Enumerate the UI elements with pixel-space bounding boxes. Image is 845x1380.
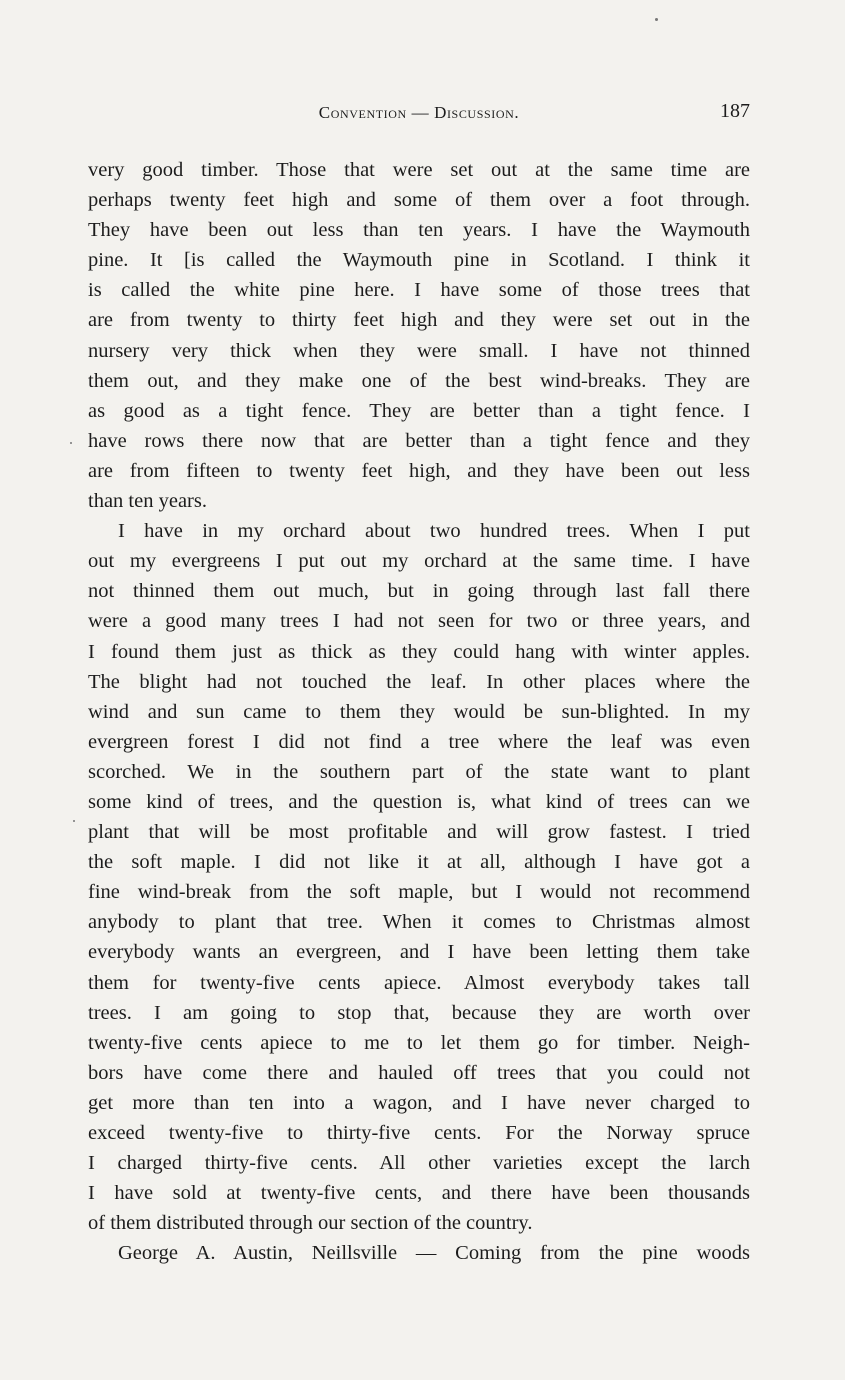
text-line: are from fifteen to twenty feet high, and they have been out less xyxy=(88,459,750,482)
text-line: them for twenty-five cents apiece. Almost everybody takes tall xyxy=(88,971,750,994)
text-line: I have in my orchard about two hundred trees. When I put xyxy=(118,520,750,543)
text-line: scorched. We in the southern part of the state want to plant xyxy=(88,760,750,783)
text-line: have rows there now that are better than a tight fence and they xyxy=(88,429,750,452)
text-line: I found them just as thick as they could hang with winter apples. xyxy=(88,640,750,663)
text-line: were a good many trees I had not seen for two or three years, and xyxy=(88,610,750,633)
text-line: is called the white pine here. I have some of those trees that xyxy=(88,279,750,302)
text-line: pine. It [is called the Waymouth pine in Scotland. I think it xyxy=(88,249,750,272)
text-line: some kind of trees, and the question is, what kind of trees can we xyxy=(88,790,750,813)
text-line: bors have come there and hauled off trees that you could not xyxy=(88,1061,750,1084)
text-line: wind and sun came to them they would be sun-blighted. In my xyxy=(88,700,750,723)
text-line: The blight had not touched the leaf. In other places where the xyxy=(88,670,750,693)
text-line: them out, and they make one of the best wind-breaks. They are xyxy=(88,369,750,392)
text-line: They have been out less than ten years. I have the Waymouth xyxy=(88,219,750,242)
text-line: perhaps twenty feet high and some of them over a foot through. xyxy=(88,189,750,212)
body-text xyxy=(88,155,750,1268)
text-line: everybody wants an evergreen, and I have been letting them take xyxy=(88,941,750,964)
text-line: as good as a tight fence. They are better than a tight fence. I xyxy=(88,399,750,422)
scan-speck xyxy=(70,442,72,444)
scan-speck xyxy=(655,18,658,21)
page-header xyxy=(88,100,750,130)
text-line: I have sold at twenty-five cents, and there have been thousands xyxy=(88,1182,750,1205)
text-line: George A. Austin, Neillsville — Coming from the pine woods xyxy=(118,1242,750,1265)
text-line: trees. I am going to stop that, because they are worth over xyxy=(88,1001,750,1024)
text-line: exceed twenty-five to thirty-five cents. For the Norway spruce xyxy=(88,1122,750,1144)
text-line: than ten years. xyxy=(88,490,207,513)
text-line: I charged thirty-five cents. All other varieties except the larch xyxy=(88,1152,750,1175)
text-line: the soft maple. I did not like it at all, although I have got a xyxy=(88,851,750,874)
paragraph xyxy=(88,1238,750,1268)
text-line: are from twenty to thirty feet high and they were set out in the xyxy=(88,309,750,332)
text-line: anybody to plant that tree. When it comes to Christmas almost xyxy=(88,911,750,934)
text-line: evergreen forest I did not find a tree where the leaf was even xyxy=(88,730,750,753)
page-number: 187 xyxy=(720,100,750,122)
running-title: Convention — Discussion. xyxy=(318,103,520,122)
text-line: very good timber. Those that were set out at the same time are xyxy=(88,159,750,181)
scan-speck xyxy=(73,820,75,822)
text-line: nursery very thick when they were small. I have not thinned xyxy=(88,339,750,362)
text-line: plant that will be most profitable and will grow fastest. I tried xyxy=(88,821,750,844)
text-line: twenty-five cents apiece to me to let them go for timber. Neigh- xyxy=(88,1031,750,1054)
paragraph xyxy=(88,516,750,1238)
text-line: get more than ten into a wagon, and I have never charged to xyxy=(88,1091,750,1114)
text-line: fine wind-break from the soft maple, but I would not recommend xyxy=(88,881,750,904)
text-line: of them distributed through our section of the country. xyxy=(88,1212,533,1235)
paragraph xyxy=(88,155,750,516)
text-line: not thinned them out much, but in going through last fall there xyxy=(88,580,750,603)
text-line: out my evergreens I put out my orchard at the same time. I have xyxy=(88,550,750,573)
